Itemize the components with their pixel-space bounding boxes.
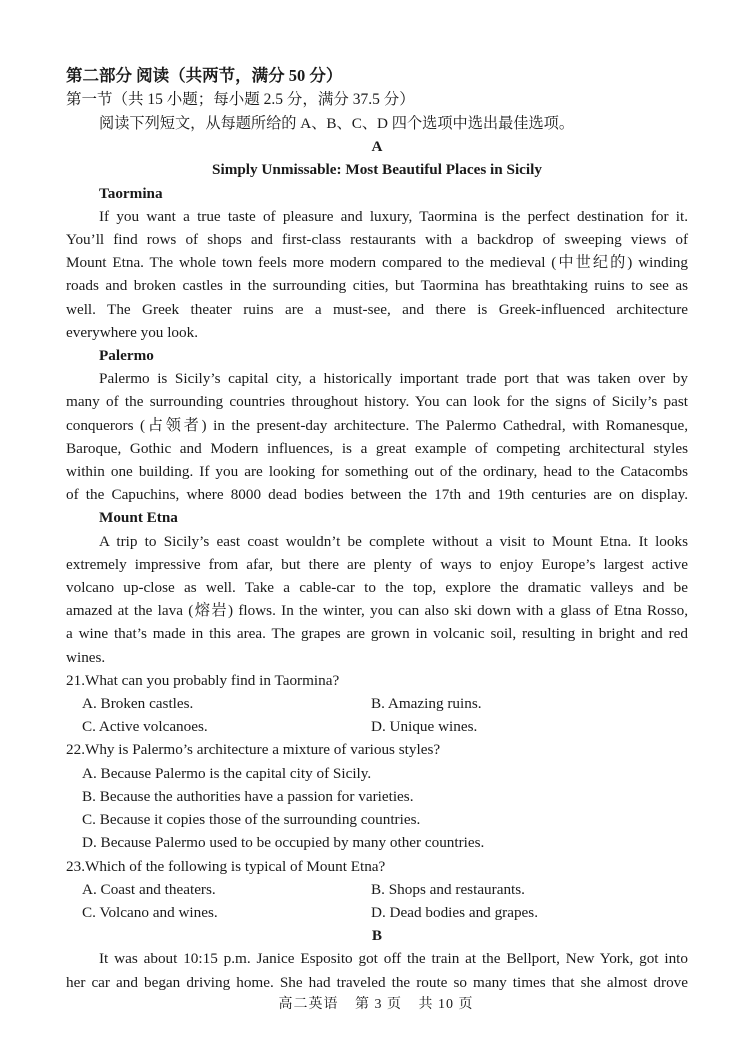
text-line: Palermo is Sicily’s capital city, a historically important trade port that was taken over by <box>99 370 688 388</box>
option-d[interactable]: D. Unique wines. <box>371 718 478 736</box>
section-body-palermo <box>66 367 688 506</box>
footer-subject: 高二英语 <box>278 997 339 1012</box>
instructions: 阅读下列短文，从每题所给的 A、B、C、D 四个选项中选出最佳选项。 <box>99 115 575 132</box>
text-line: within one building. If you are looking for something out of the ordinary, head to the Catacombs <box>66 463 688 481</box>
option-b[interactable]: B. Amazing ruins. <box>371 695 482 713</box>
text-line: extremely impressive from afar, but there are plenty of ways to enjoy Europe’s largest active <box>66 555 688 573</box>
text-line: roads and broken castles in the surrounding cities, but Taormina has breathtaking ruins to see as <box>66 277 688 295</box>
passage-b-label: B <box>371 927 383 945</box>
option-b[interactable]: B. Shops and restaurants. <box>371 880 525 898</box>
section-heading-mount-etna: Mount Etna <box>99 509 178 527</box>
footer-page-number: 第 3 页 <box>355 997 402 1012</box>
option-c[interactable]: C. Volcano and wines. <box>82 903 218 921</box>
footer-total-pages: 共 10 页 <box>418 997 474 1012</box>
option-c[interactable]: C. Active volcanoes. <box>82 718 208 736</box>
text-line: many of the surrounding countries throughout history. You can look for the signs of Sicily’s past <box>66 393 688 411</box>
option-b[interactable]: B. Because the authorities have a passion for varieties. <box>82 787 414 805</box>
text-line: everywhere you look. <box>66 323 199 341</box>
text-line: Mount Etna. The whole town feels more modern compared to the medieval (中世纪的) winding <box>66 254 688 272</box>
section-heading-taormina: Taormina <box>99 184 163 202</box>
question-stem: 23.Which of the following is typical of Mount Etna? <box>66 857 386 875</box>
page-footer <box>0 993 752 1013</box>
text-line: If you want a true taste of pleasure and luxury, Taormina is the perfect destination for it. <box>99 207 688 225</box>
question-22 <box>66 738 688 854</box>
question-stem: 22.Why is Palermo’s architecture a mixture of various styles? <box>66 741 441 759</box>
text-line: of the Capuchins, where 8000 dead bodies between the 17th and 19th centuries are on display. <box>66 486 688 504</box>
part-title: 第二部分 阅读（共两节，满分 50 分） <box>66 66 343 85</box>
option-d[interactable]: D. Dead bodies and grapes. <box>371 903 539 921</box>
text-line: volcano up-close as well. Take a cable-car to the top, explore the dramatic valleys and be <box>66 579 688 597</box>
option-a[interactable]: A. Coast and theaters. <box>82 880 216 898</box>
option-c[interactable]: C. Because it copies those of the surrounding countries. <box>82 811 421 829</box>
question-21 <box>66 669 688 739</box>
text-line: conquerors (占领者) in the present-day architecture. The Palermo Cathedral, with Romanesque, <box>66 416 688 434</box>
question-23 <box>66 855 688 925</box>
text-line: wines. <box>66 648 106 666</box>
text-line: Baroque, Gothic and Modern influences, is a great example of competing architectural styles <box>66 439 688 457</box>
option-a[interactable]: A. Broken castles. <box>82 695 194 713</box>
passage-a-title: Simply Unmissable: Most Beautiful Places in Sicily <box>212 161 542 179</box>
text-line: It was about 10:15 p.m. Janice Esposito got off the train at the Bellport, New York, got into <box>99 950 688 968</box>
section-heading-palermo: Palermo <box>99 347 154 365</box>
text-line: amazed at the lava (熔岩) flows. In the winter, you can also ski down with a glass of Etna Rosso, <box>66 602 688 620</box>
question-stem: 21.What can you probably find in Taormina? <box>66 671 340 689</box>
text-line: You’ll find rows of shops and first-class restaurants with a backdrop of sweeping views of <box>66 231 688 249</box>
option-a[interactable]: A. Because Palermo is the capital city of Sicily. <box>82 764 372 782</box>
passage-a-label: A <box>371 138 383 156</box>
text-line: a wine that’s made in this area. The grapes are grown in volcanic soil, resulting in bright and red <box>66 625 688 643</box>
section-title: 第一节（共 15 小题；每小题 2.5 分，满分 37.5 分） <box>66 91 415 108</box>
text-line: well. The Greek theater ruins are a must-see, and there is Greek-influenced architecture <box>66 300 688 318</box>
text-line: her car and began driving home. She had traveled the route so many times that she almost drove <box>66 973 688 991</box>
exam-page <box>66 64 688 994</box>
text-line: A trip to Sicily’s east coast wouldn’t be complete without a visit to Mount Etna. It looks <box>99 532 688 550</box>
option-d[interactable]: D. Because Palermo used to be occupied by many other countries. <box>82 834 485 852</box>
section-body-taormina <box>66 205 688 344</box>
passage-b-body <box>66 947 688 993</box>
section-body-mount-etna <box>66 530 688 669</box>
